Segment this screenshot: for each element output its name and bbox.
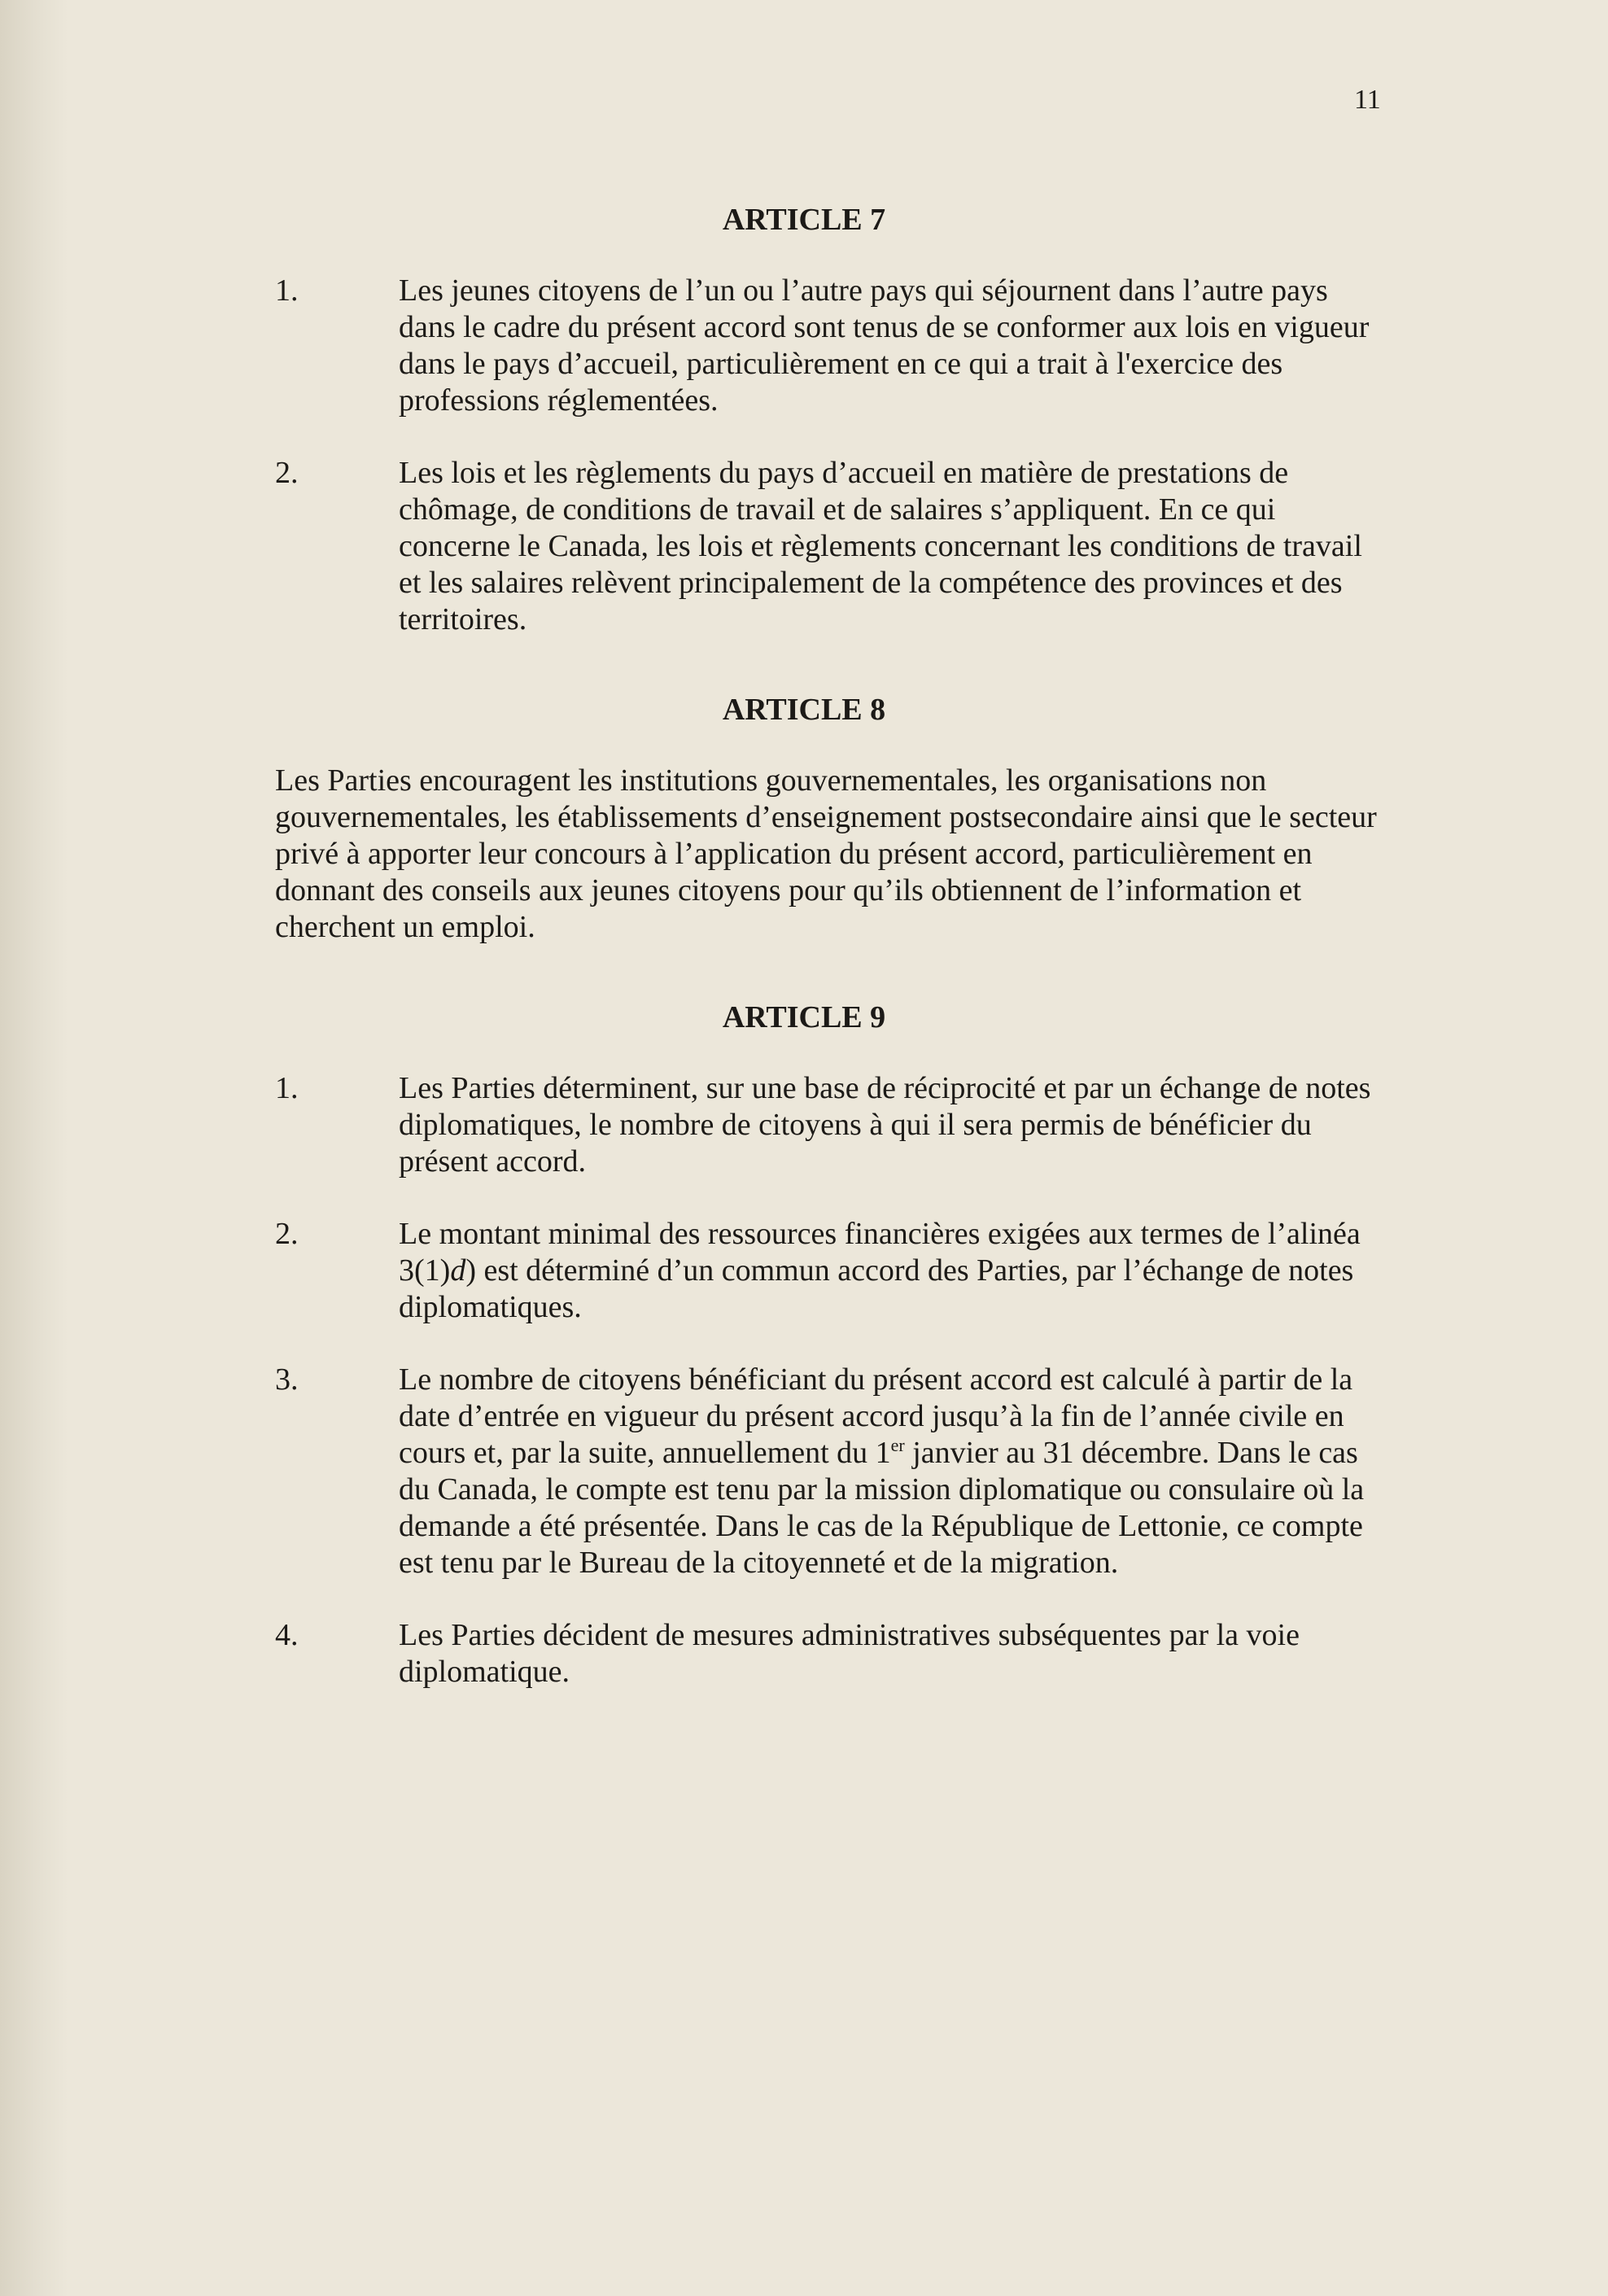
article-7-item-2 bbox=[275, 455, 1398, 638]
article-9-item-1 bbox=[275, 1070, 1398, 1180]
item-text: Les jeunes citoyens de l’un ou l’autre pays qui séjournent dans l’autre pays dans le cadre du présent accord sont tenus de se conformer aux lois en vigueur dans le pays d’accueil, particulièrement en ce qui a trait à l'exercice des professions réglementées. bbox=[399, 273, 1370, 418]
item-text-part: Le montant minimal des ressources financières exigées aux termes de l’alinéa 3(1) bbox=[399, 1217, 1361, 1288]
item-text-italic: d bbox=[450, 1253, 466, 1288]
item-text: Les Parties décident de mesures administratives subséquentes par la voie diplomatique. bbox=[399, 1618, 1300, 1689]
page-number: 11 bbox=[1354, 85, 1381, 115]
article-9-item-3 bbox=[275, 1362, 1398, 1581]
item-text bbox=[399, 1362, 1375, 1581]
item-text-part: ) est déterminé d’un commun accord des Parties, par l’échange de notes diplomatiques. bbox=[399, 1253, 1354, 1324]
item-number: 2. bbox=[275, 456, 299, 490]
article-7-item-1 bbox=[275, 273, 1398, 419]
item-number: 3. bbox=[275, 1362, 299, 1397]
article-9-item-2 bbox=[275, 1216, 1398, 1326]
item-text: Les lois et les règlements du pays d’accueil en matière de prestations de chômage, de conditions de travail et de salaires s’appliquent. En ce qui concerne le Canada, les lois et règlements concernant les conditions de travail et les salaires relèvent principalement de la compétence des provinces et des territoires. bbox=[399, 456, 1362, 636]
item-text-part: janvier au 31 décembre. Dans le cas du Canada, le compte est tenu par la mission diplomatique ou consulaire où la demande a été présentée. Dans le cas de la République de Lettonie, ce compte est tenu par le Bureau de la citoyenneté et de la migration. bbox=[399, 1436, 1365, 1580]
item-number: 1. bbox=[275, 273, 299, 308]
article-8-paragraph: Les Parties encouragent les institutions gouvernementales, les organisations non gouvernementales, les établissements d’enseignement postsecondaire ainsi que le secteur privé à apporter leur concours à l’application du présent accord, particulièrement en donnant des conseils aux jeunes citoyens pour qu’ils obtiennent de l’information et cherchent un emploi. bbox=[275, 763, 1377, 944]
item-number: 1. bbox=[275, 1071, 299, 1105]
document-body bbox=[275, 202, 1398, 1690]
article-9-heading: ARTICLE 9 bbox=[722, 1000, 886, 1034]
page-shadow-edge bbox=[0, 0, 68, 2296]
article-9-item-4 bbox=[275, 1617, 1398, 1690]
item-text bbox=[399, 1216, 1375, 1326]
article-8-heading: ARTICLE 8 bbox=[722, 693, 886, 727]
item-number: 2. bbox=[275, 1217, 299, 1251]
article-7-heading: ARTICLE 7 bbox=[722, 203, 886, 237]
item-number: 4. bbox=[275, 1618, 299, 1652]
item-text-superscript: er bbox=[890, 1435, 905, 1455]
item-text: Les Parties déterminent, sur une base de réciprocité et par un échange de notes diplomatiques, le nombre de citoyens à qui il sera permis de bénéficier du présent accord. bbox=[399, 1071, 1371, 1179]
item-text-part: Le nombre de citoyens bénéficiant du présent accord est calculé à partir de la date d’entrée en vigueur du présent accord jusqu’à la fin de l’année civile en cours et, par la suite, annuellement du 1 bbox=[399, 1362, 1353, 1470]
